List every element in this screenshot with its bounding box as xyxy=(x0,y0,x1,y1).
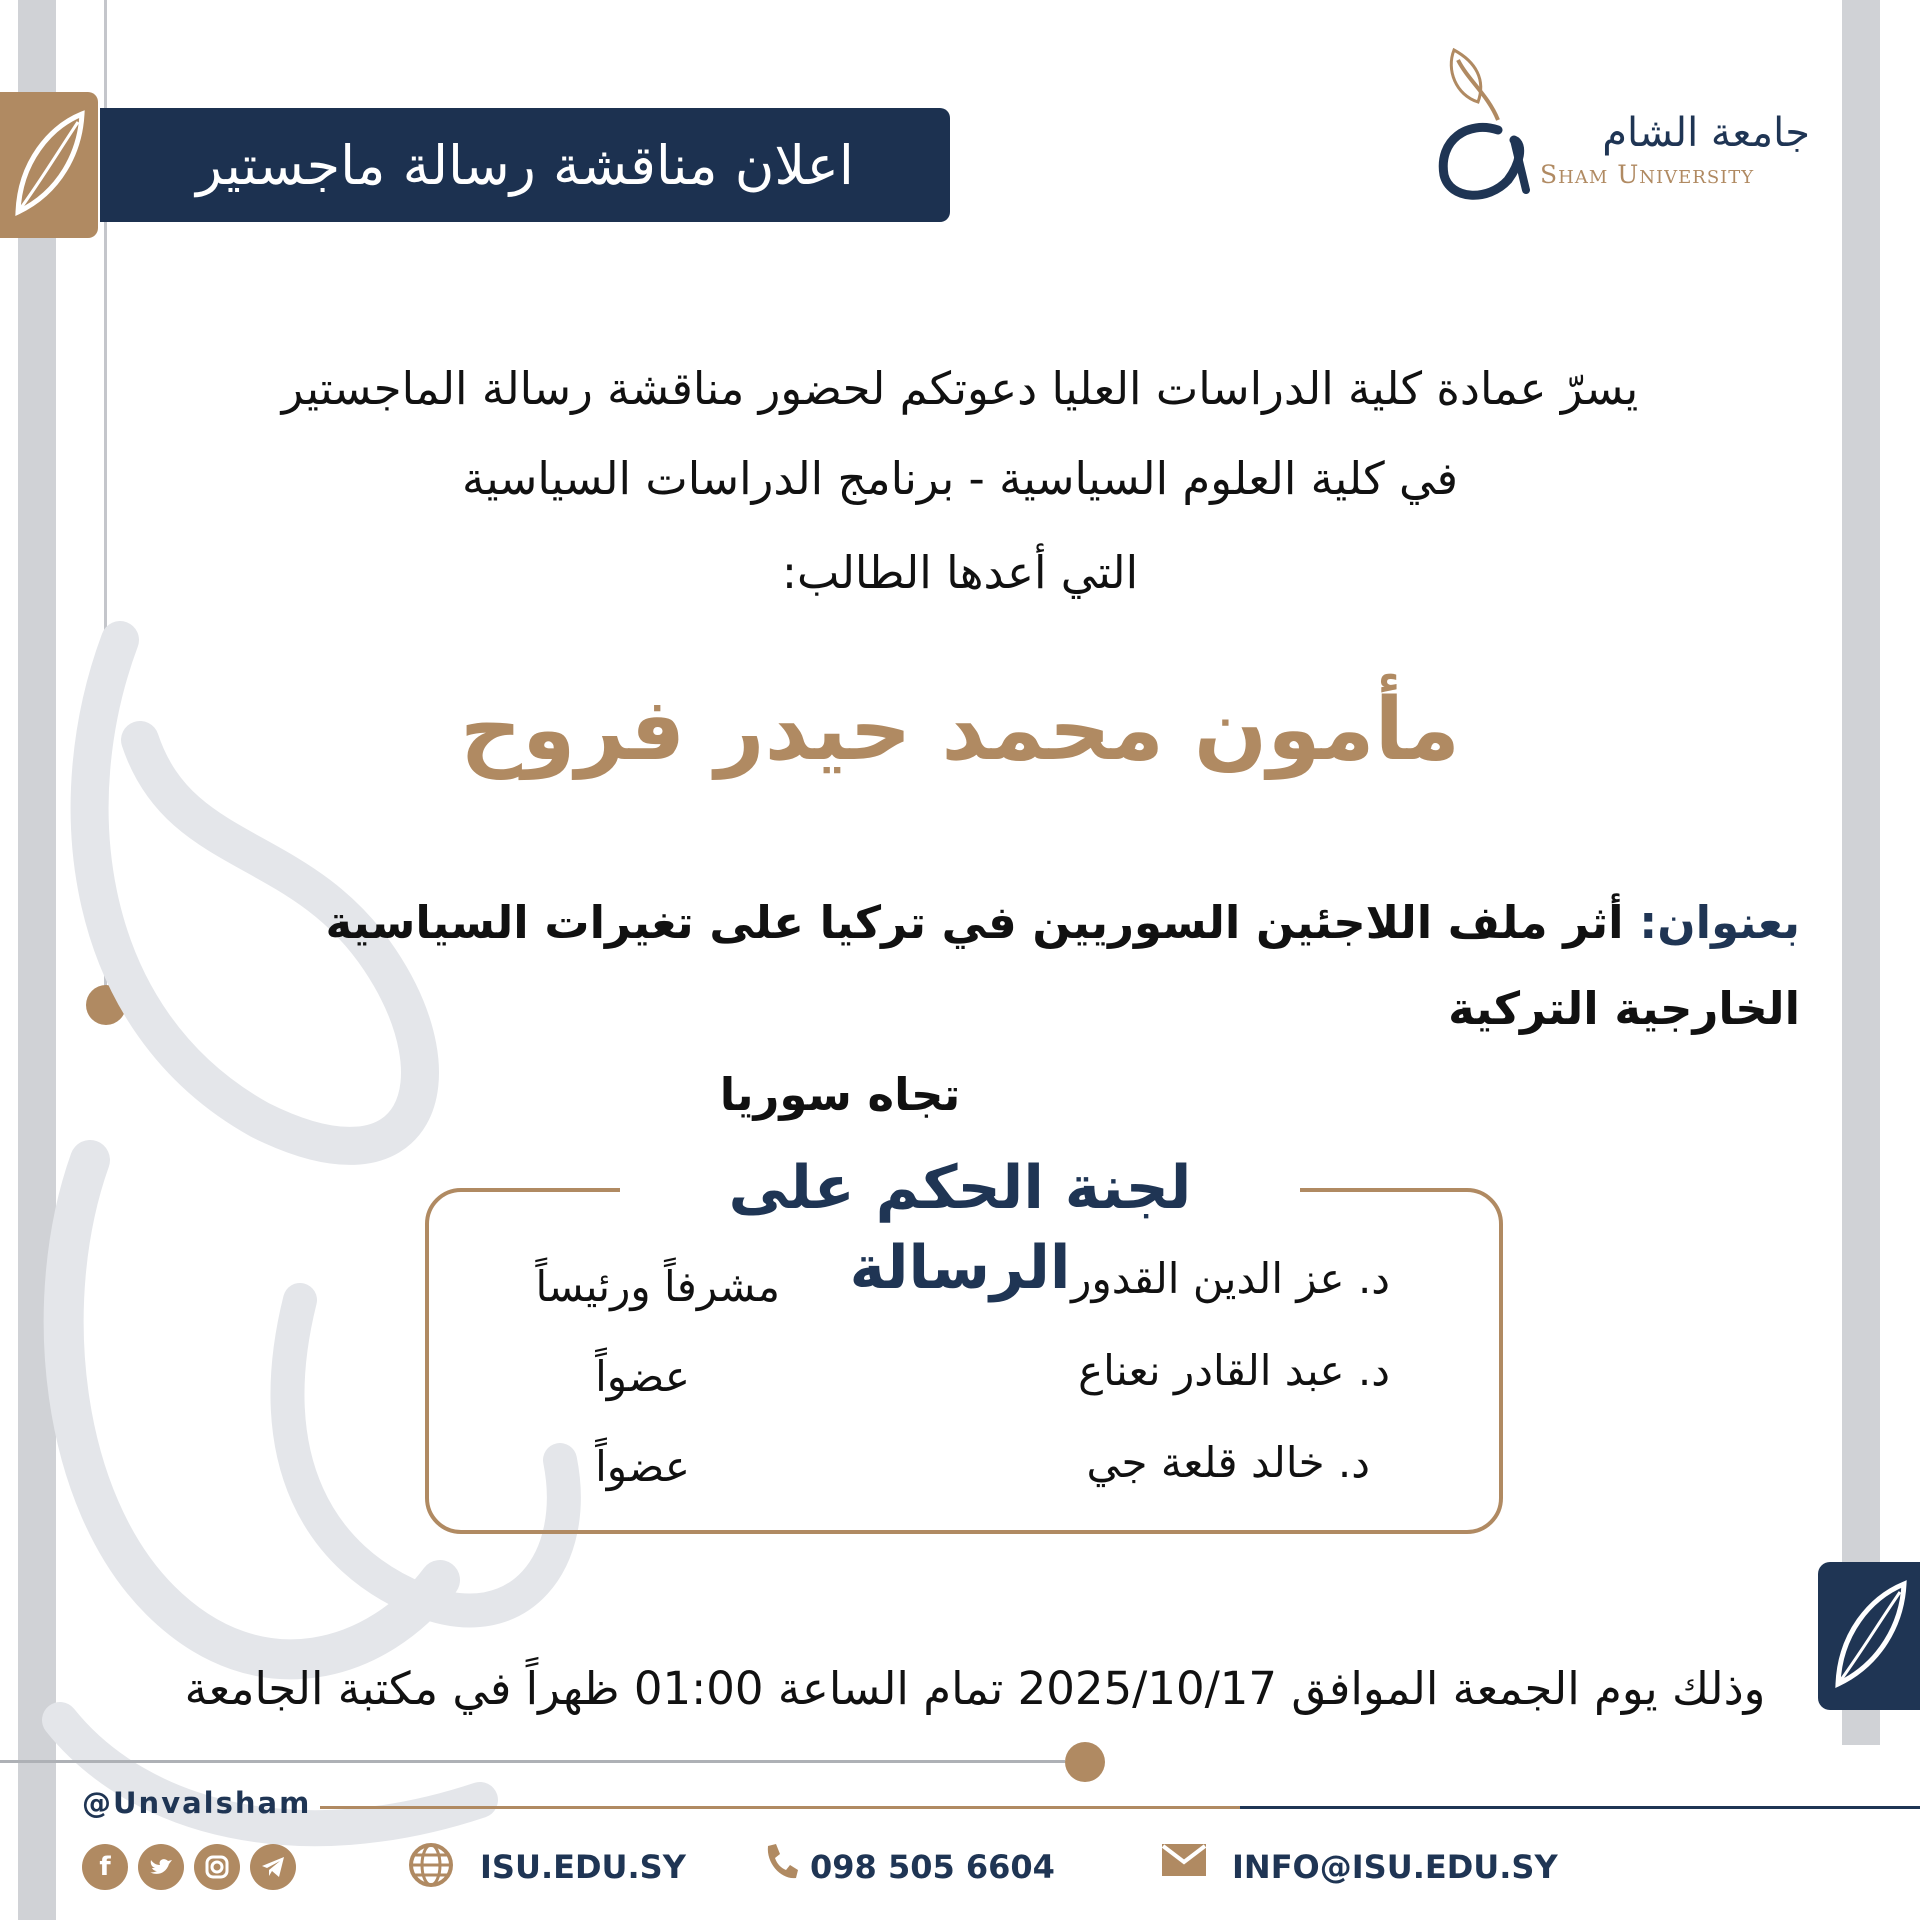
website-link[interactable]: ISU.EDU.SY xyxy=(480,1848,686,1886)
logo-text xyxy=(1540,110,1810,189)
phone-number[interactable]: 098 505 6604 xyxy=(810,1848,1055,1886)
student-name: مأمون محمد حيدر فروح xyxy=(459,680,1460,780)
thesis-title-line-2: تجاه سوريا xyxy=(719,1068,961,1121)
social-handle[interactable]: @Unvalsham xyxy=(82,1786,312,1820)
sham-logo-mark xyxy=(1428,40,1538,210)
right-gray-bar xyxy=(1842,0,1880,1745)
twitter-icon[interactable] xyxy=(138,1844,184,1890)
committee-member-name: د. خالد قلعة جي xyxy=(1086,1438,1370,1487)
intro-line-1: يسرّ عمادة كلية الدراسات العليا دعوتكم لحضور مناقشة رسالة الماجستير xyxy=(281,362,1639,415)
footer-divider-gold xyxy=(320,1806,1240,1809)
logo-arabic: جامعة الشام xyxy=(1602,110,1810,156)
committee-member-role: مشرفاً ورئيساً xyxy=(535,1262,780,1311)
mail-icon xyxy=(1160,1842,1208,1888)
thesis-label: بعنوان: xyxy=(1639,896,1800,949)
banner-title: اعلان مناقشة رسالة ماجستير xyxy=(196,133,854,197)
thesis-title-line-1: أثر ملف اللاجئين السوريين في تركيا على تغيرات السياسية الخارجية التركية xyxy=(325,896,1800,1035)
leaf-icon xyxy=(1818,1562,1920,1710)
intro-line-3: التي أعدها الطالب: xyxy=(781,546,1139,599)
schedule-text: وذلك يوم الجمعة الموافق 2025/10/17 تمام الساعة 01:00 ظهراً في مكتبة الجامعة xyxy=(184,1662,1766,1715)
corner-block-bottom-right xyxy=(1818,1562,1920,1710)
committee-heading: لجنة الحكم على الرسالة xyxy=(620,1148,1300,1228)
announcement-banner xyxy=(100,108,950,222)
logo-english: Sham University xyxy=(1540,160,1755,189)
thesis-title-block xyxy=(180,880,1800,1138)
footer-divider-navy xyxy=(1240,1806,1920,1809)
committee-member-role: عضواً xyxy=(595,1442,690,1491)
footer-divider-dot xyxy=(1065,1742,1105,1782)
committee-member-name: د. عز الدين القدور xyxy=(1071,1254,1390,1303)
intro-line-2: في كلية العلوم السياسية - برنامج الدراسات السياسية xyxy=(461,452,1459,505)
phone-icon xyxy=(762,1842,800,1892)
footer-divider-gray xyxy=(0,1760,1065,1763)
email-link[interactable]: INFO@ISU.EDU.SY xyxy=(1232,1848,1558,1886)
globe-icon xyxy=(408,1842,454,1898)
facebook-icon[interactable]: f xyxy=(82,1844,128,1890)
committee-member-role: عضواً xyxy=(595,1352,690,1401)
corner-block-top-left xyxy=(0,92,98,238)
committee-member-name: د. عبد القادر نعناع xyxy=(1078,1346,1390,1395)
leaf-icon xyxy=(0,92,98,238)
telegram-icon[interactable] xyxy=(250,1844,296,1890)
instagram-icon[interactable] xyxy=(194,1844,240,1890)
